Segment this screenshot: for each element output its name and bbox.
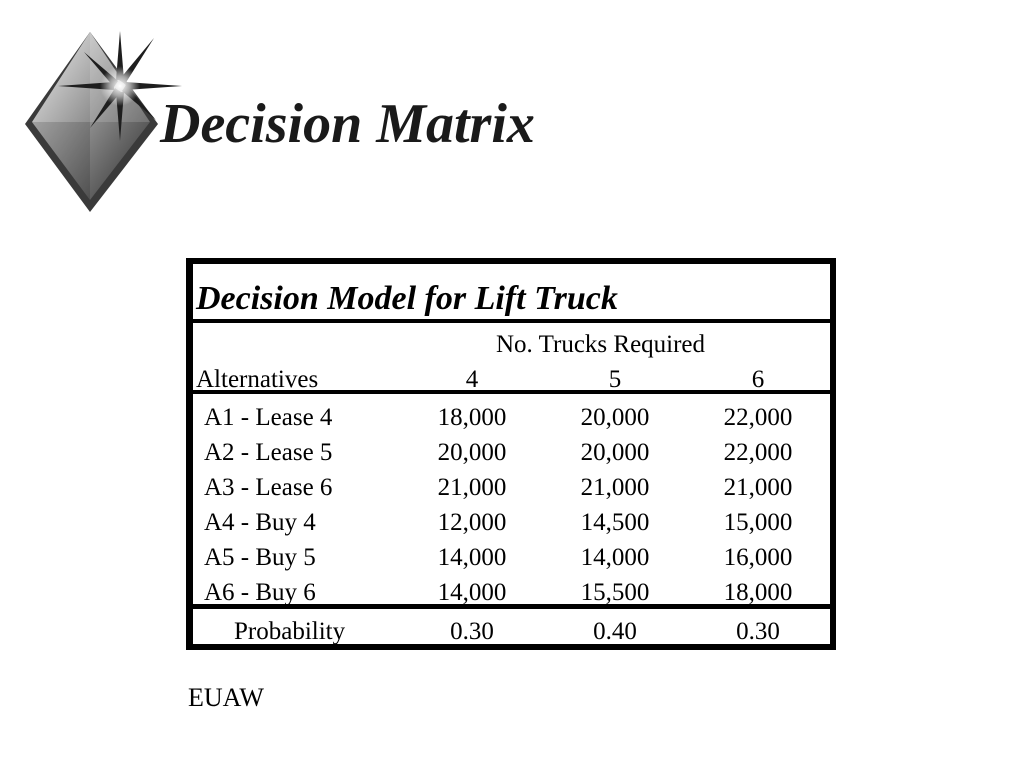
table-title: Decision Model for Lift Truck bbox=[196, 280, 618, 317]
table-cell: 18,000 bbox=[723, 579, 793, 606]
row-label: A3 - Lease 6 bbox=[204, 474, 333, 501]
table-cell: 16,000 bbox=[723, 544, 793, 571]
row-label: A5 - Buy 5 bbox=[204, 544, 316, 571]
title-divider bbox=[186, 319, 836, 323]
row-label: A2 - Lease 5 bbox=[204, 439, 333, 466]
decision-table bbox=[186, 258, 836, 650]
table-cell: 12,000 bbox=[437, 509, 507, 536]
row-label: A4 - Buy 4 bbox=[204, 509, 316, 536]
probability-label: Probability bbox=[234, 618, 346, 645]
slide-title: Decision Matrix bbox=[160, 93, 535, 155]
probability-value: 0.30 bbox=[450, 618, 494, 645]
row-label: A1 - Lease 4 bbox=[204, 404, 333, 431]
alternatives-header: Alternatives bbox=[196, 366, 319, 393]
table-border-right bbox=[830, 258, 836, 650]
probability-value: 0.40 bbox=[593, 618, 637, 645]
probability-value: 0.30 bbox=[736, 618, 780, 645]
footer-label: EUAW bbox=[188, 683, 264, 712]
table-border-left bbox=[186, 258, 193, 650]
table-cell: 14,000 bbox=[437, 579, 507, 606]
column-header: 4 bbox=[465, 366, 479, 393]
table-cell: 15,500 bbox=[580, 579, 650, 606]
table-cell: 22,000 bbox=[723, 439, 793, 466]
column-header: 5 bbox=[608, 366, 622, 393]
table-cell: 21,000 bbox=[580, 474, 650, 501]
table-cell: 20,000 bbox=[580, 439, 650, 466]
table-cell: 14,000 bbox=[580, 544, 650, 571]
table-cell: 20,000 bbox=[580, 404, 650, 431]
row-label: A6 - Buy 6 bbox=[204, 579, 316, 606]
column-header: 6 bbox=[751, 366, 765, 393]
table-cell: 21,000 bbox=[723, 474, 793, 501]
table-cell: 14,000 bbox=[437, 544, 507, 571]
table-cell: 21,000 bbox=[437, 474, 507, 501]
table-border-top bbox=[186, 258, 836, 264]
table-cell: 20,000 bbox=[437, 439, 507, 466]
table-cell: 15,000 bbox=[723, 509, 793, 536]
table-cell: 18,000 bbox=[437, 404, 507, 431]
column-group-header: No. Trucks Required bbox=[496, 331, 706, 358]
table-cell: 14,500 bbox=[580, 509, 650, 536]
table-cell: 22,000 bbox=[723, 404, 793, 431]
